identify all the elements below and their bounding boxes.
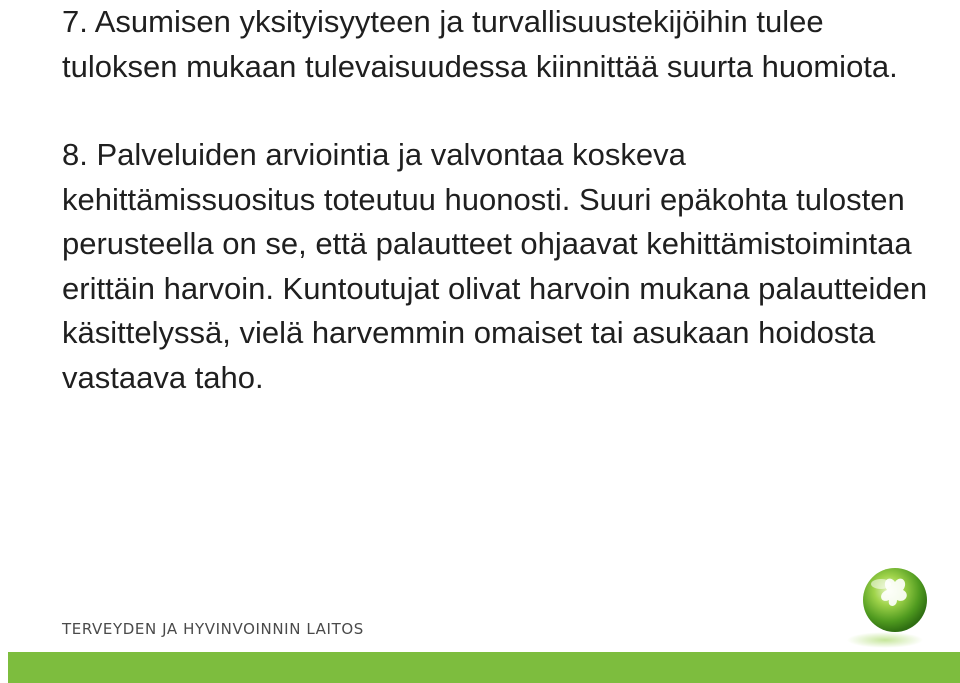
organization-name: TERVEYDEN JA HYVINVOINNIN LAITOS xyxy=(62,620,364,638)
footer-bar xyxy=(8,652,960,683)
point-8-text: 8. Palveluiden arviointia ja valvontaa koskeva kehittämissuositus toteutuu huonosti. Suuri epäkohta tulosten perusteella on se, että palautteet ohjaavat kehittämistoimintaa erittäin harvoin. Kuntoutujat olivat harvoin mukana palautteiden käsittelyssä, vielä harvemmin omaiset tai asukaan hoidosta vastaava taho. xyxy=(62,137,928,395)
point-7-text: 7. Asumisen yksityisyyteen ja turvallisuustekijöihin tulee tuloksen mukaan tulevaisuudessa kiinnittää suurta huomiota. xyxy=(62,4,898,84)
green-leaf-orb-icon xyxy=(835,560,935,650)
slide-body xyxy=(62,0,942,400)
